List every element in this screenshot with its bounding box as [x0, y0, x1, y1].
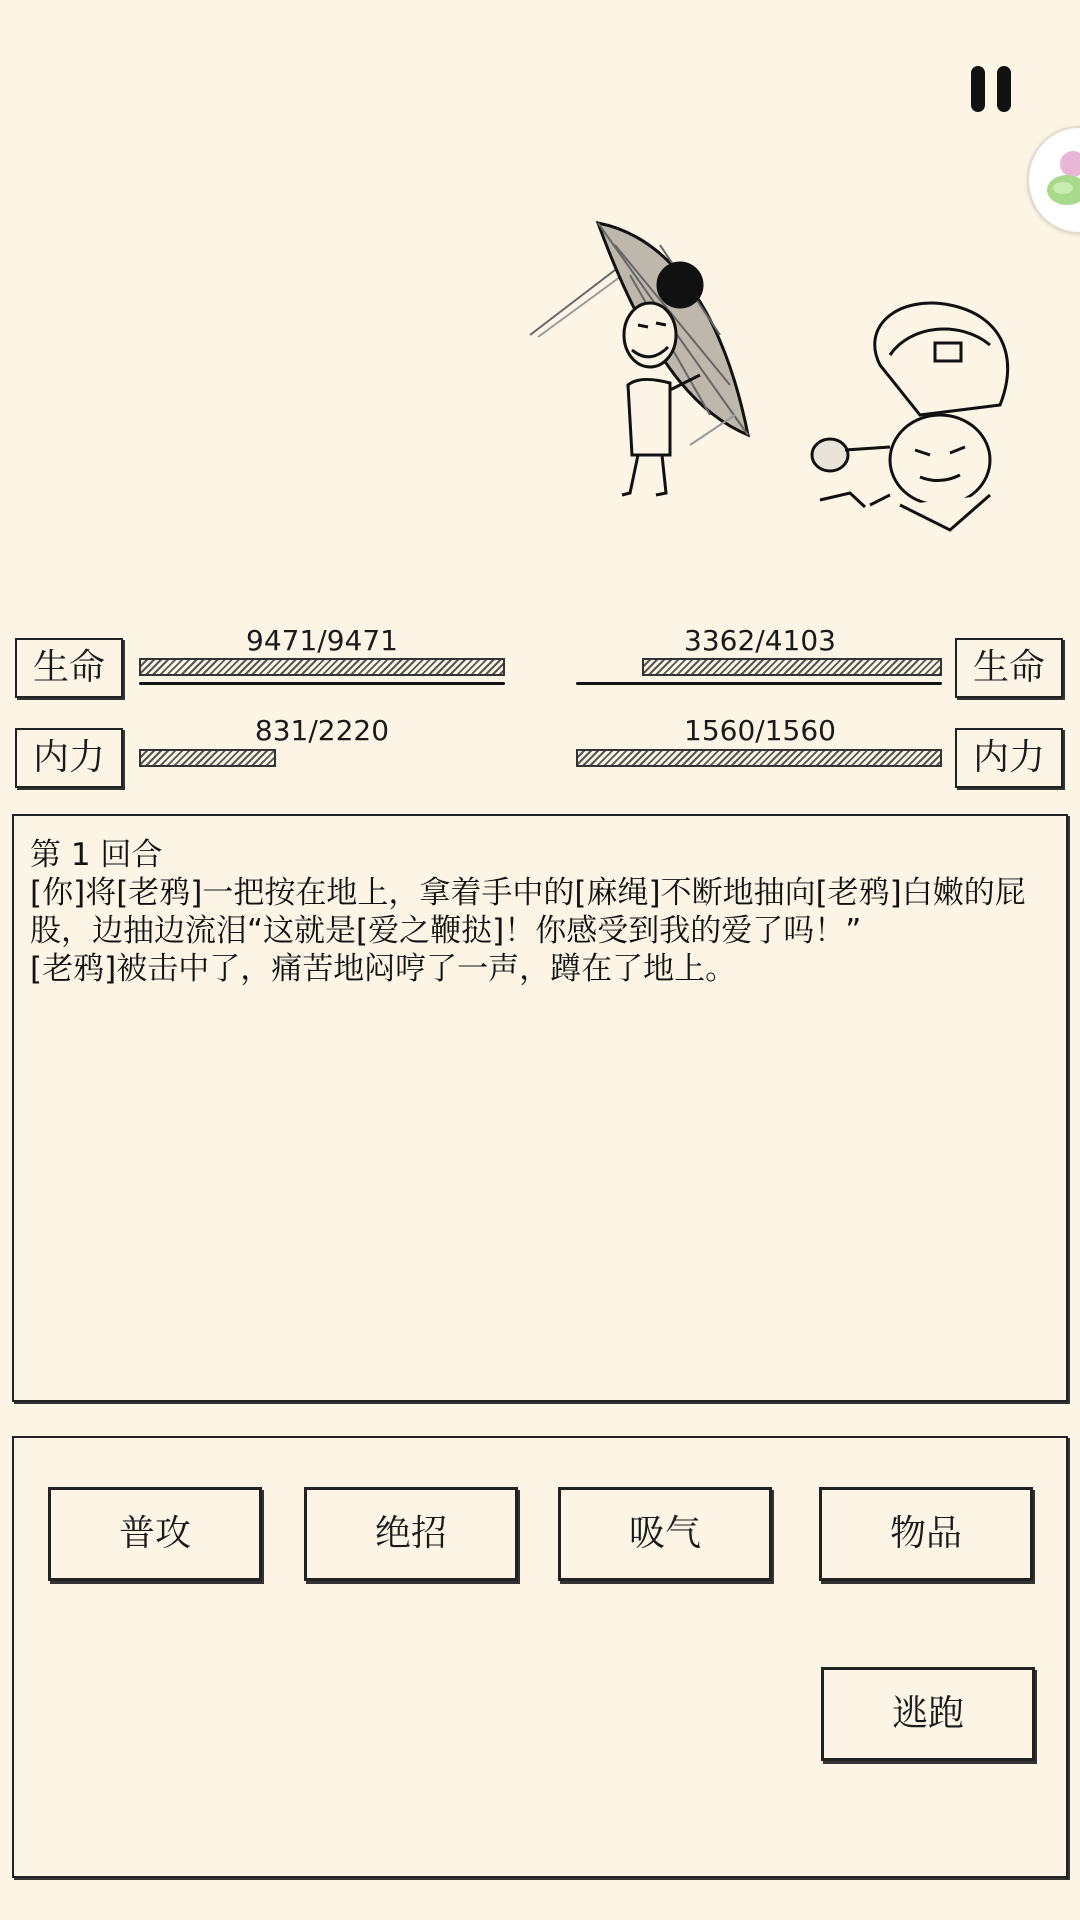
player-hp-label: 生命 — [15, 638, 123, 698]
player-hp-value: 9471/9471 — [246, 624, 398, 657]
enemy-mp-label: 内力 — [955, 728, 1063, 788]
enemy-mp-value: 1560/1560 — [684, 714, 836, 747]
pause-icon[interactable] — [968, 66, 1016, 116]
player-character — [530, 223, 748, 495]
enemy-hp-label: 生命 — [955, 638, 1063, 698]
round-title: 第 1 回合 — [30, 837, 163, 873]
player-mp-bar — [139, 749, 505, 767]
breathe-button[interactable]: 吸气 — [558, 1487, 772, 1581]
enemy-mp-bar — [576, 749, 942, 767]
battle-log — [12, 814, 1068, 1402]
ultimate-button[interactable]: 绝招 — [304, 1487, 518, 1581]
player-mp-value: 831/2220 — [254, 714, 390, 747]
player-hp-bar — [139, 658, 505, 688]
log-line: [你]将[老鸦]一把按在地上，拿着手中的[麻绳]不断地抽向[老鸦]白嫩的屁股，边抽边流泪“这就是[爱之鞭挞]！你感受到我的爱了吗！” — [30, 875, 1026, 949]
enemy-hp-bar — [576, 658, 942, 688]
enemy-hp-value: 3362/4103 — [684, 624, 836, 657]
attack-button[interactable]: 普攻 — [48, 1487, 262, 1581]
items-button[interactable]: 物品 — [819, 1487, 1033, 1581]
enemy-character — [812, 303, 1008, 530]
log-line: [老鸦]被击中了，痛苦地闷哼了一声，蹲在了地上。 — [30, 951, 737, 987]
flee-button[interactable]: 逃跑 — [821, 1667, 1035, 1761]
battle-scene — [520, 215, 1040, 555]
player-mp-label: 内力 — [15, 728, 123, 788]
